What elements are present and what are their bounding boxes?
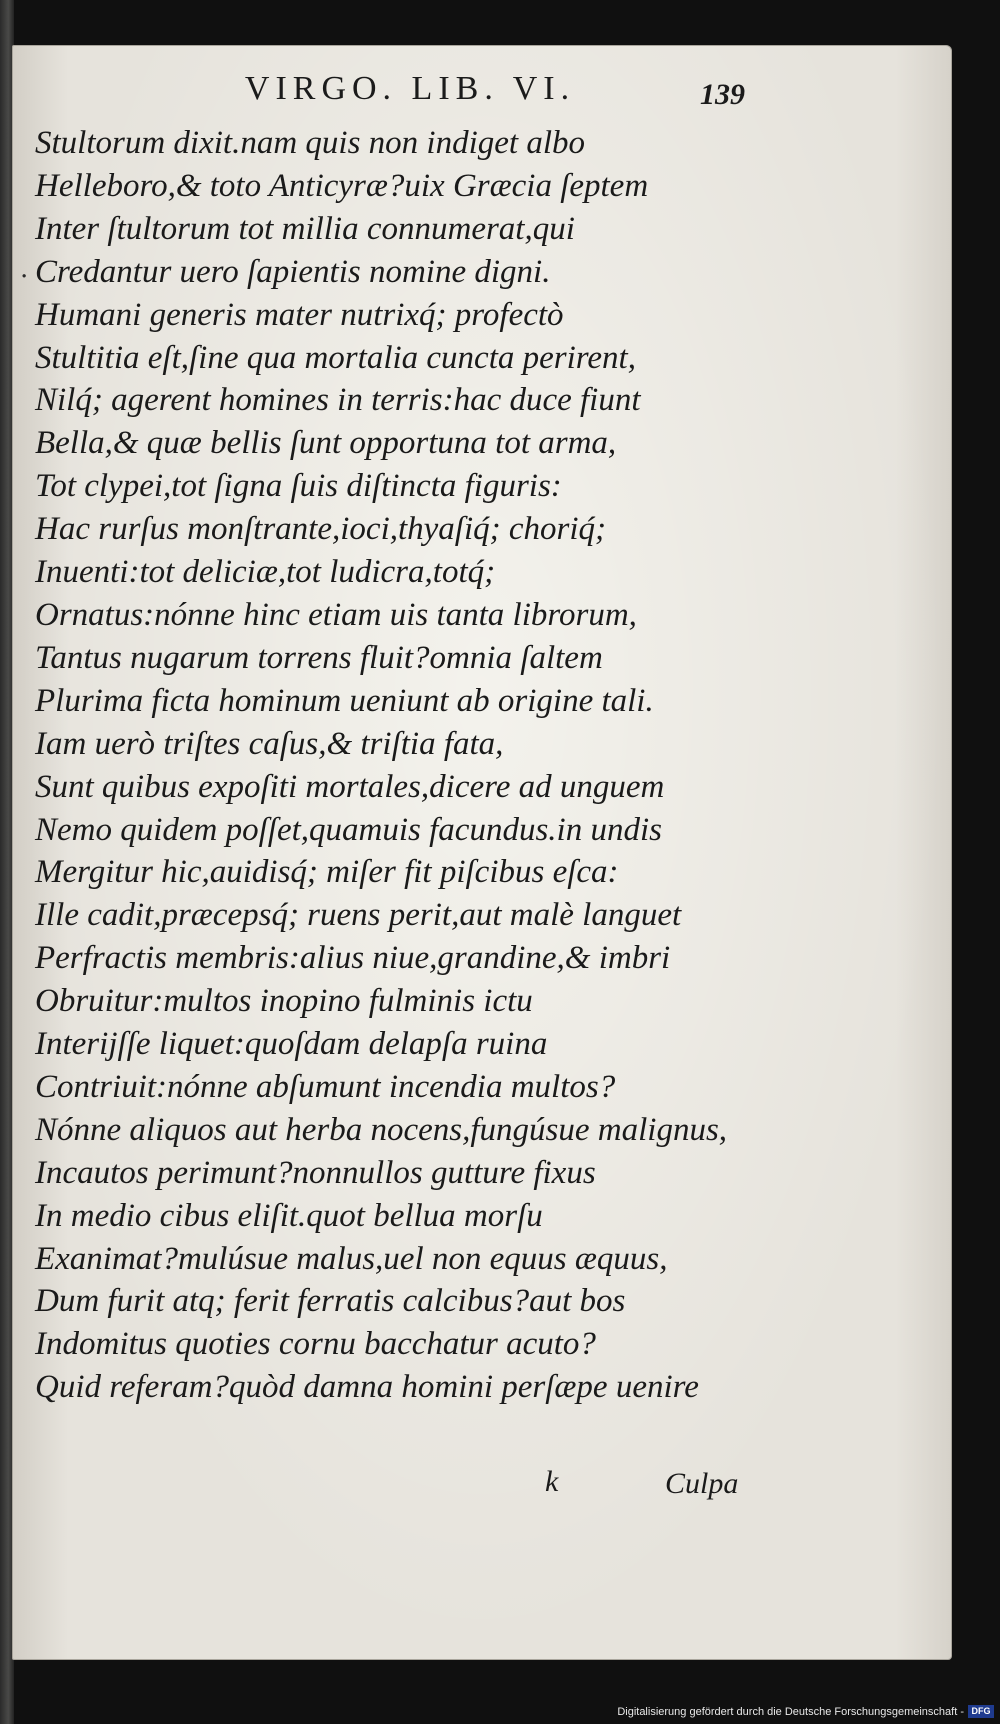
verse-line: Ornatus:nónne hinc etiam uis tanta librorum, <box>35 596 637 633</box>
verse-line: Contriuit:nónne abſumunt incendia multos? <box>35 1068 616 1105</box>
verse-line: Inuenti:tot deliciæ,tot ludicra,totq́; <box>35 554 496 591</box>
verse-line: Tot clypei,tot ſigna ſuis diſtincta figuris: <box>35 468 562 505</box>
verse-line: Nemo quidem poſſet,quamuis facundus.in undis <box>35 811 662 848</box>
verse-line: Incautos perimunt?nonnullos gutture fixus <box>35 1154 596 1191</box>
verse-line: Sunt quibus expoſiti mortales,dicere ad unguem <box>35 768 665 805</box>
verse-line: In medio cibus eliſit.quot bellua morſu <box>35 1197 543 1234</box>
verse-line: Ille cadit,præcepsq́; ruens perit,aut malè languet <box>35 897 682 934</box>
verse-line: Dum furit atq; ferit ferratis calcibus?aut bos <box>35 1283 626 1320</box>
running-title: VIRGO. LIB. VI. <box>244 70 576 107</box>
catchword: Culpa <box>665 1467 739 1500</box>
verse-line: Stultitia eſt,ſine qua mortalia cuncta perirent, <box>35 339 636 376</box>
verse-line: Credantur uero ſapientis nomine digni. <box>35 253 551 290</box>
verse-text-block <box>35 122 835 1409</box>
margin-mark: . <box>20 254 29 284</box>
verse-line: Indomitus quoties cornu bacchatur acuto? <box>35 1326 596 1363</box>
page-number: 139 <box>700 78 745 111</box>
verse-line: Exanimat?mulúsue malus,uel non equus æquus, <box>35 1240 668 1277</box>
digitization-credit: Digitalisierung gefördert durch die Deutsche Forschungsgemeinschaft - <box>617 1706 964 1718</box>
verse-line: Nilq́; agerent homines in terris:hac duce fiunt <box>35 382 641 419</box>
dfg-logo: DFG <box>968 1705 994 1718</box>
verse-line: Tantus nugarum torrens fluit?omnia ſaltem <box>35 639 603 676</box>
verse-line: Plurima ficta hominum ueniunt ab origine tali. <box>35 682 654 719</box>
verse-line: Perfractis membris:alius niue,grandine,& imbri <box>35 940 671 977</box>
verse-line: Interijſſe liquet:quoſdam delapſa ruina <box>35 1026 548 1063</box>
verse-line: Humani generis mater nutrixq́; profectò <box>35 296 564 333</box>
verse-line: Bella,& quæ bellis ſunt opportuna tot arma, <box>35 425 617 462</box>
verse-line: Helleboro,& toto Anticyræ?uix Græcia ſeptem <box>35 167 649 204</box>
verse-line: Iam uerò triſtes caſus,& triſtia fata, <box>35 725 504 762</box>
verse-line: Obruitur:multos inopino fulminis ictu <box>35 983 533 1020</box>
verse-line: Quid referam?quòd damna homini perſæpe uenire <box>35 1369 699 1406</box>
verse-line: Mergitur hic,auidisq́; miſer fit piſcibus eſca: <box>35 854 619 891</box>
verse-line: Nónne aliquos aut herba nocens,fungúsue malignus, <box>35 1111 728 1148</box>
verse-line: Hac rurſus monſtrante,ioci,thyaſiq́; choriq́; <box>35 511 607 548</box>
verse-line: Stultorum dixit.nam quis non indiget albo <box>35 125 585 161</box>
verse-line: Inter ſtultorum tot millia connumerat,qui <box>35 210 575 247</box>
signature-mark: k <box>545 1465 559 1498</box>
